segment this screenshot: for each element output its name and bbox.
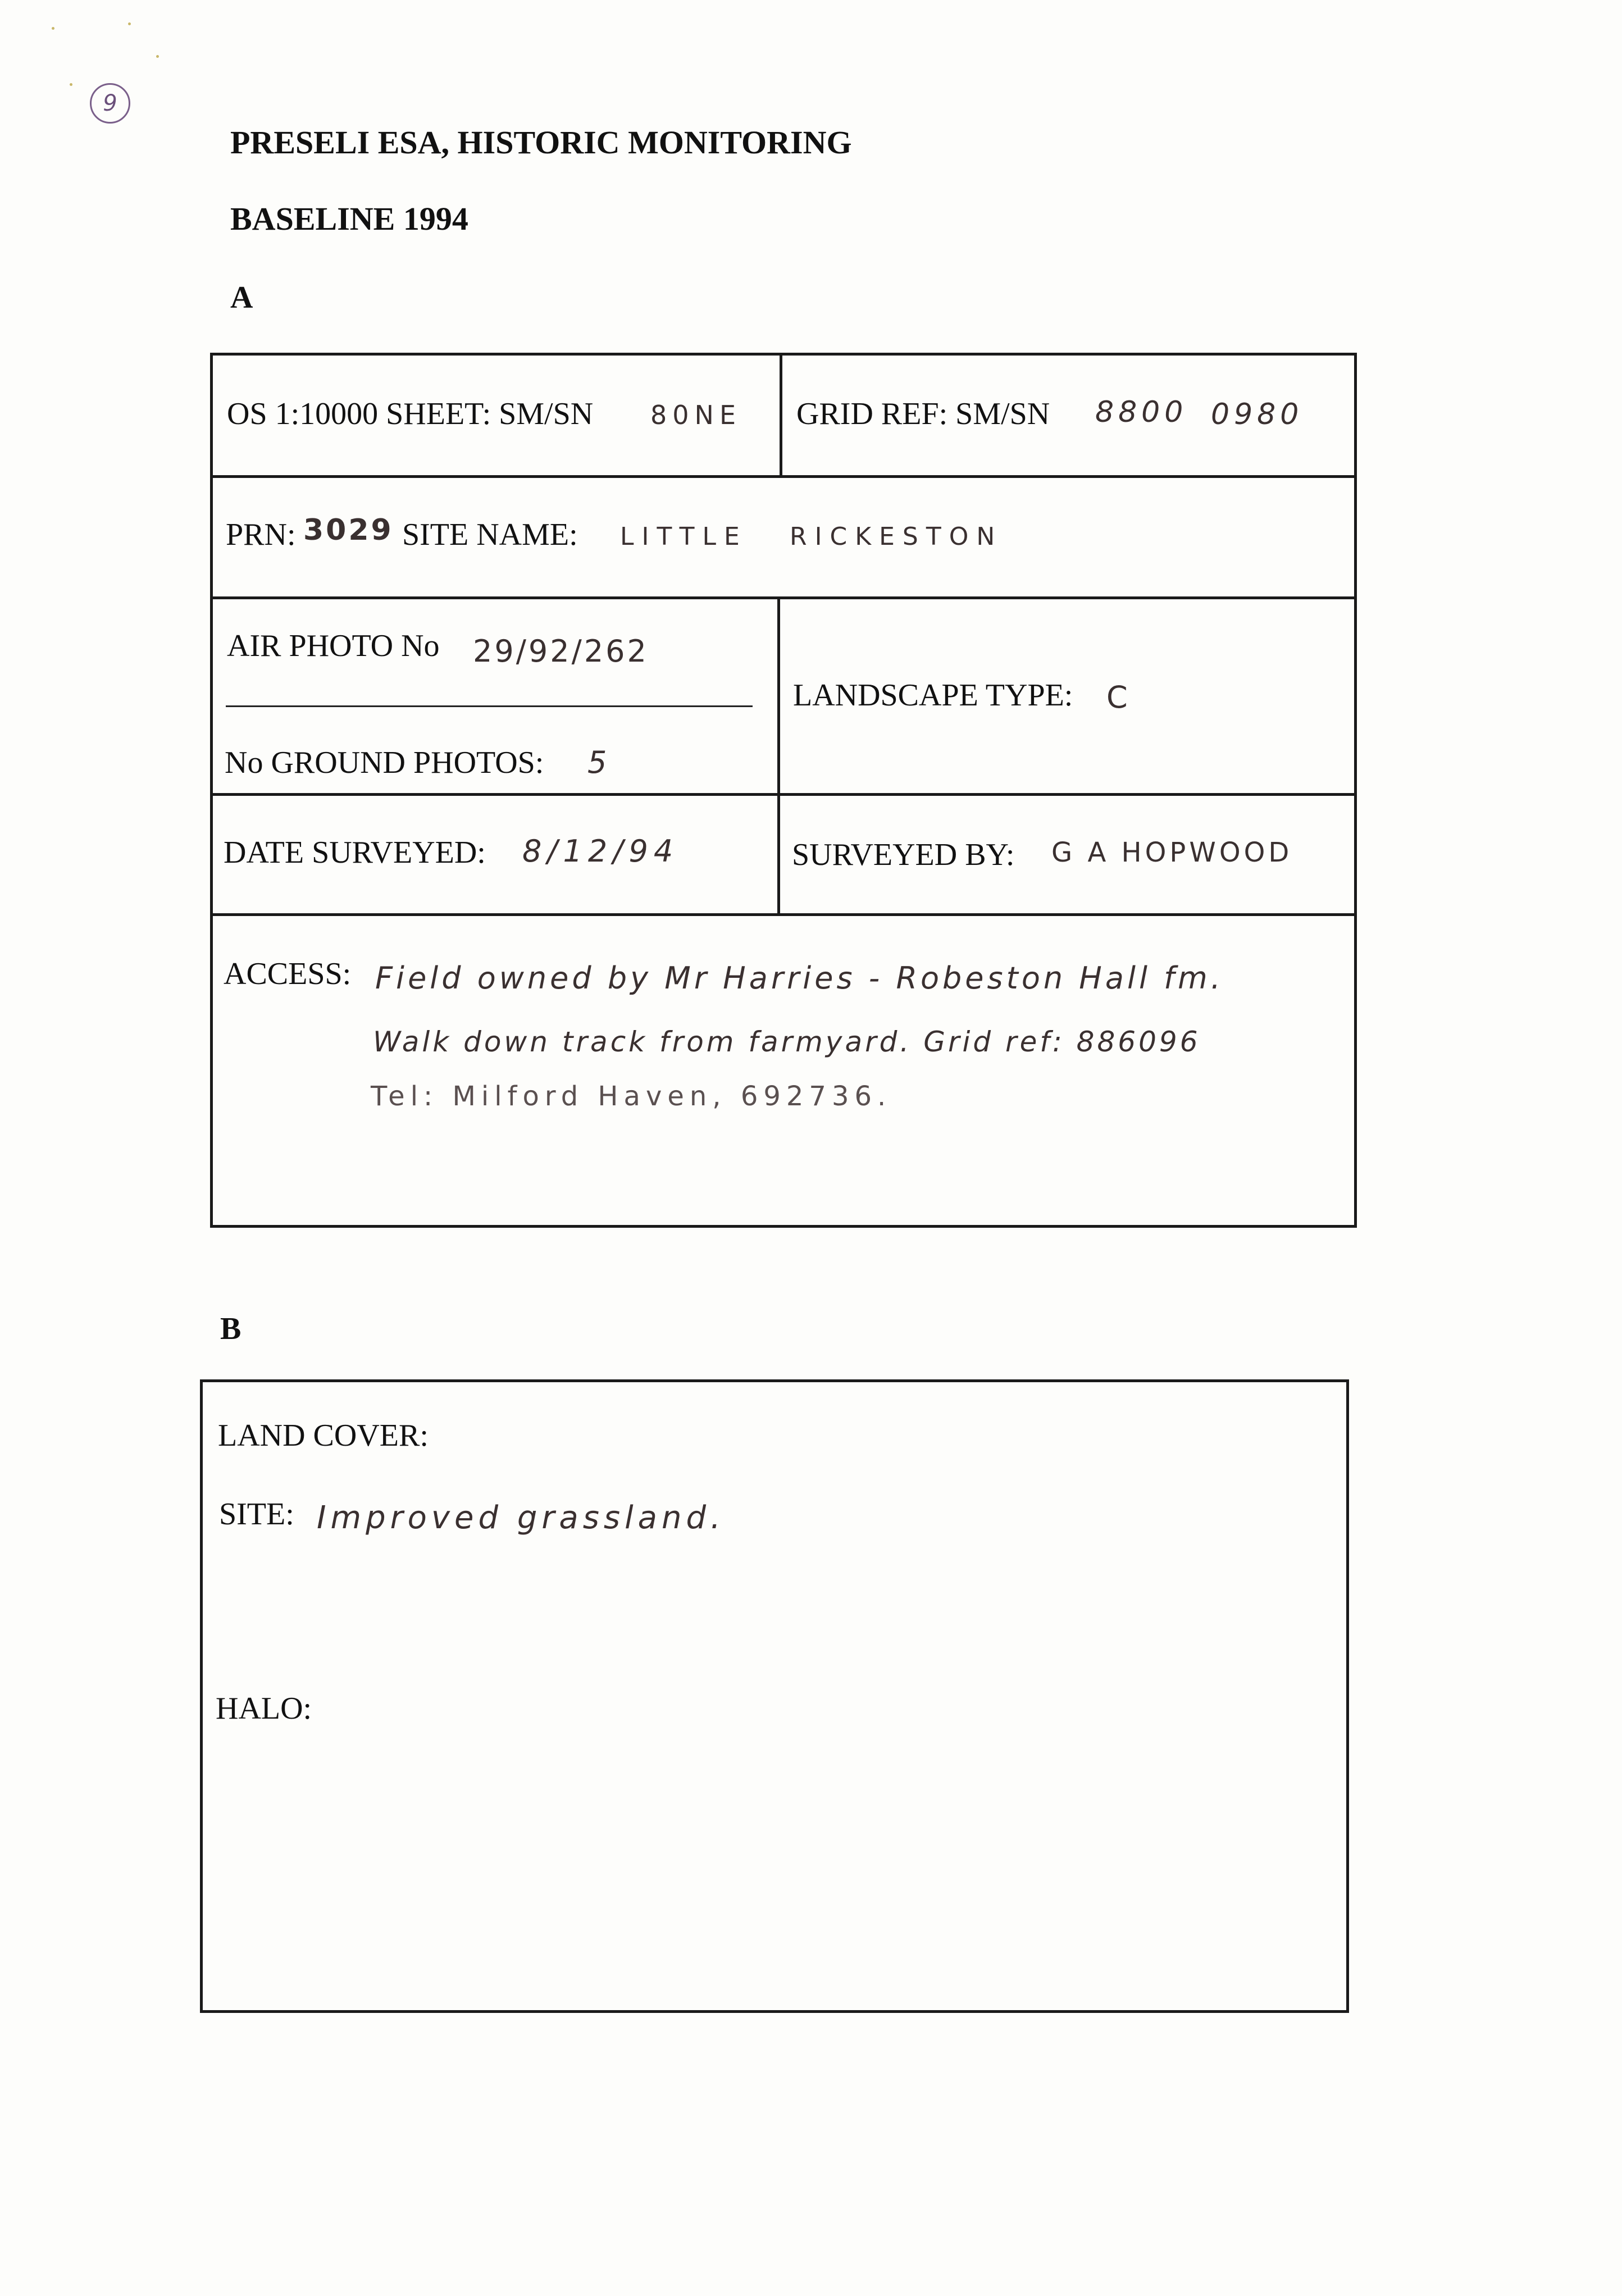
column-divider	[780, 353, 782, 476]
date-surveyed-label: DATE SURVEYED:	[224, 835, 486, 870]
access-label: ACCESS:	[224, 956, 352, 991]
site-name-value-2: RICKESTON	[790, 522, 1003, 551]
row-divider	[210, 793, 1357, 796]
surveyed-by-value: G A HOPWOOD	[1051, 837, 1293, 868]
scan-speck	[128, 22, 131, 25]
grid-ref-easting: 8800	[1095, 395, 1188, 429]
air-photo-label: AIR PHOTO No	[227, 628, 440, 663]
ground-photos-label: No GROUND PHOTOS:	[225, 745, 544, 780]
scan-speck	[52, 27, 54, 30]
access-line-3: Tel: Milford Haven, 692736.	[371, 1081, 892, 1112]
grid-ref-northing: 0980	[1211, 398, 1304, 431]
access-line-2: Walk down track from farmyard. Grid ref: 886096	[373, 1026, 1201, 1058]
prn-value: 3029	[303, 513, 394, 547]
ground-photos-value: 5	[587, 745, 609, 780]
land-cover-label: LAND COVER:	[218, 1418, 429, 1453]
section-b-letter: B	[220, 1311, 242, 1346]
row-divider	[210, 596, 1357, 599]
site-name-label: SITE NAME:	[402, 517, 578, 552]
row-divider	[210, 913, 1357, 916]
site-name-value-1: LITTLE	[620, 522, 748, 551]
row-divider	[210, 475, 1357, 478]
air-photo-value: 29/92/262	[473, 634, 649, 669]
prn-label: PRN:	[226, 517, 296, 552]
scan-speck	[70, 83, 72, 86]
landscape-type-value: C	[1106, 680, 1130, 715]
page-number-marker: 9	[90, 83, 130, 124]
section-b-box	[200, 1379, 1349, 2013]
form-subtitle: BASELINE 1994	[230, 201, 468, 237]
column-divider	[777, 596, 780, 914]
form-title: PRESELI ESA, HISTORIC MONITORING	[230, 124, 852, 161]
os-sheet-label: OS 1:10000 SHEET: SM/SN	[227, 397, 594, 431]
site-value: Improved grassland.	[317, 1500, 725, 1536]
date-surveyed-value: 8/12/94	[522, 833, 679, 869]
air-photo-underline	[226, 705, 753, 707]
scan-speck	[156, 55, 159, 58]
grid-ref-label: GRID REF: SM/SN	[796, 397, 1050, 431]
surveyed-by-label: SURVEYED BY:	[792, 837, 1015, 872]
access-line-1: Field owned by Mr Harries - Robeston Hall fm.	[375, 960, 1224, 996]
site-label: SITE:	[219, 1497, 294, 1532]
section-a-letter: A	[230, 280, 253, 315]
landscape-type-label: LANDSCAPE TYPE:	[793, 678, 1073, 713]
halo-label: HALO:	[216, 1691, 312, 1726]
os-sheet-value: 80NE	[650, 400, 742, 430]
